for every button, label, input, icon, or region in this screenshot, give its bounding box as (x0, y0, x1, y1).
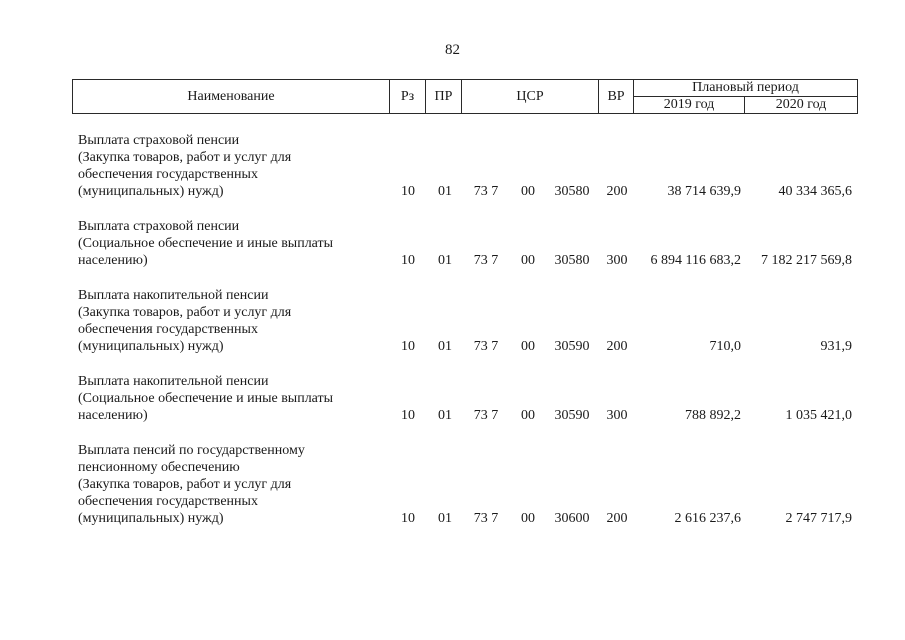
row-amount-2019: 38 714 639,9 (667, 184, 741, 199)
row-csr-direction: 30580 (554, 184, 590, 199)
row-rz: 10 (401, 339, 415, 354)
row-name-line: обеспечения государственных (78, 167, 258, 182)
row-amount-2019: 710,0 (709, 339, 741, 354)
header-rz: Рз (400, 89, 415, 104)
row-csr-subprogram: 00 (521, 511, 535, 526)
row-name-line: (муниципальных) нужд) (78, 511, 224, 526)
row-name-line: Выплата страховой пенсии (78, 219, 240, 234)
row-vr: 200 (606, 184, 628, 199)
row-pr: 01 (438, 253, 452, 268)
row-vr: 300 (606, 408, 628, 423)
row-vr: 200 (606, 511, 628, 526)
table-row (0, 442, 905, 527)
row-name-line: (муниципальных) нужд) (78, 184, 224, 199)
row-pr: 01 (438, 408, 452, 423)
row-rz: 10 (401, 408, 415, 423)
row-name-line: (муниципальных) нужд) (78, 339, 224, 354)
row-rz: 10 (401, 184, 415, 199)
row-csr-subprogram: 00 (521, 184, 535, 199)
row-amount-2020: 7 182 217 569,8 (761, 253, 852, 268)
header-col-border (857, 79, 858, 114)
row-name-line: (Закупка товаров, работ и услуг для (78, 150, 292, 165)
row-pr: 01 (438, 339, 452, 354)
row-amount-2020: 931,9 (820, 339, 852, 354)
row-csr-subprogram: 00 (521, 408, 535, 423)
row-name-line: (Социальное обеспечение и иные выплаты (78, 236, 334, 251)
header-vr: ВР (607, 89, 625, 104)
row-rz: 10 (401, 253, 415, 268)
row-name-line: (Закупка товаров, работ и услуг для (78, 305, 292, 320)
row-name (78, 132, 378, 200)
row-name-line: пенсионному обеспечению (78, 460, 240, 475)
table-row (0, 287, 905, 355)
row-csr-program: 73 7 (473, 511, 499, 526)
header-name: Наименование (187, 89, 275, 104)
row-name (78, 287, 378, 355)
row-csr-subprogram: 00 (521, 253, 535, 268)
row-pr: 01 (438, 184, 452, 199)
row-name-line: обеспечения государственных (78, 494, 258, 509)
row-name-line: (Закупка товаров, работ и услуг для (78, 477, 292, 492)
table-row (0, 218, 905, 269)
row-csr-direction: 30590 (554, 339, 590, 354)
header-bottom-border (72, 113, 858, 114)
row-name (78, 442, 378, 527)
header-csr: ЦСР (516, 89, 544, 104)
row-csr-program: 73 7 (473, 408, 499, 423)
row-amount-2020: 1 035 421,0 (785, 408, 852, 423)
row-amount-2019: 6 894 116 683,2 (650, 253, 741, 268)
row-amount-2019: 788 892,2 (685, 408, 741, 423)
row-csr-program: 73 7 (473, 253, 499, 268)
header-planned-period: Плановый период (692, 80, 799, 95)
row-amount-2019: 2 616 237,6 (674, 511, 741, 526)
header-pr: ПР (434, 89, 453, 104)
row-name-line: Выплата пенсий по государственному (78, 443, 305, 458)
row-name (78, 373, 378, 424)
header-year-2019: 2019 год (663, 97, 715, 112)
header-year-2020: 2020 год (775, 97, 827, 112)
row-csr-direction: 30600 (554, 511, 590, 526)
row-amount-2020: 2 747 717,9 (785, 511, 852, 526)
page-number: 82 (445, 42, 460, 58)
row-name-line: населению) (78, 253, 148, 268)
row-name-line: населению) (78, 408, 148, 423)
row-name-line: (Социальное обеспечение и иные выплаты (78, 391, 334, 406)
row-csr-direction: 30590 (554, 408, 590, 423)
row-csr-program: 73 7 (473, 339, 499, 354)
row-pr: 01 (438, 511, 452, 526)
row-name-line: Выплата накопительной пенсии (78, 288, 269, 303)
row-amount-2020: 40 334 365,6 (778, 184, 852, 199)
row-name-line: Выплата накопительной пенсии (78, 374, 269, 389)
row-name-line: Выплата страховой пенсии (78, 133, 240, 148)
table-row (0, 132, 905, 200)
row-csr-program: 73 7 (473, 184, 499, 199)
row-vr: 200 (606, 339, 628, 354)
row-name (78, 218, 378, 269)
row-csr-subprogram: 00 (521, 339, 535, 354)
row-csr-direction: 30580 (554, 253, 590, 268)
row-rz: 10 (401, 511, 415, 526)
row-name-line: обеспечения государственных (78, 322, 258, 337)
table-row (0, 373, 905, 424)
row-vr: 300 (606, 253, 628, 268)
